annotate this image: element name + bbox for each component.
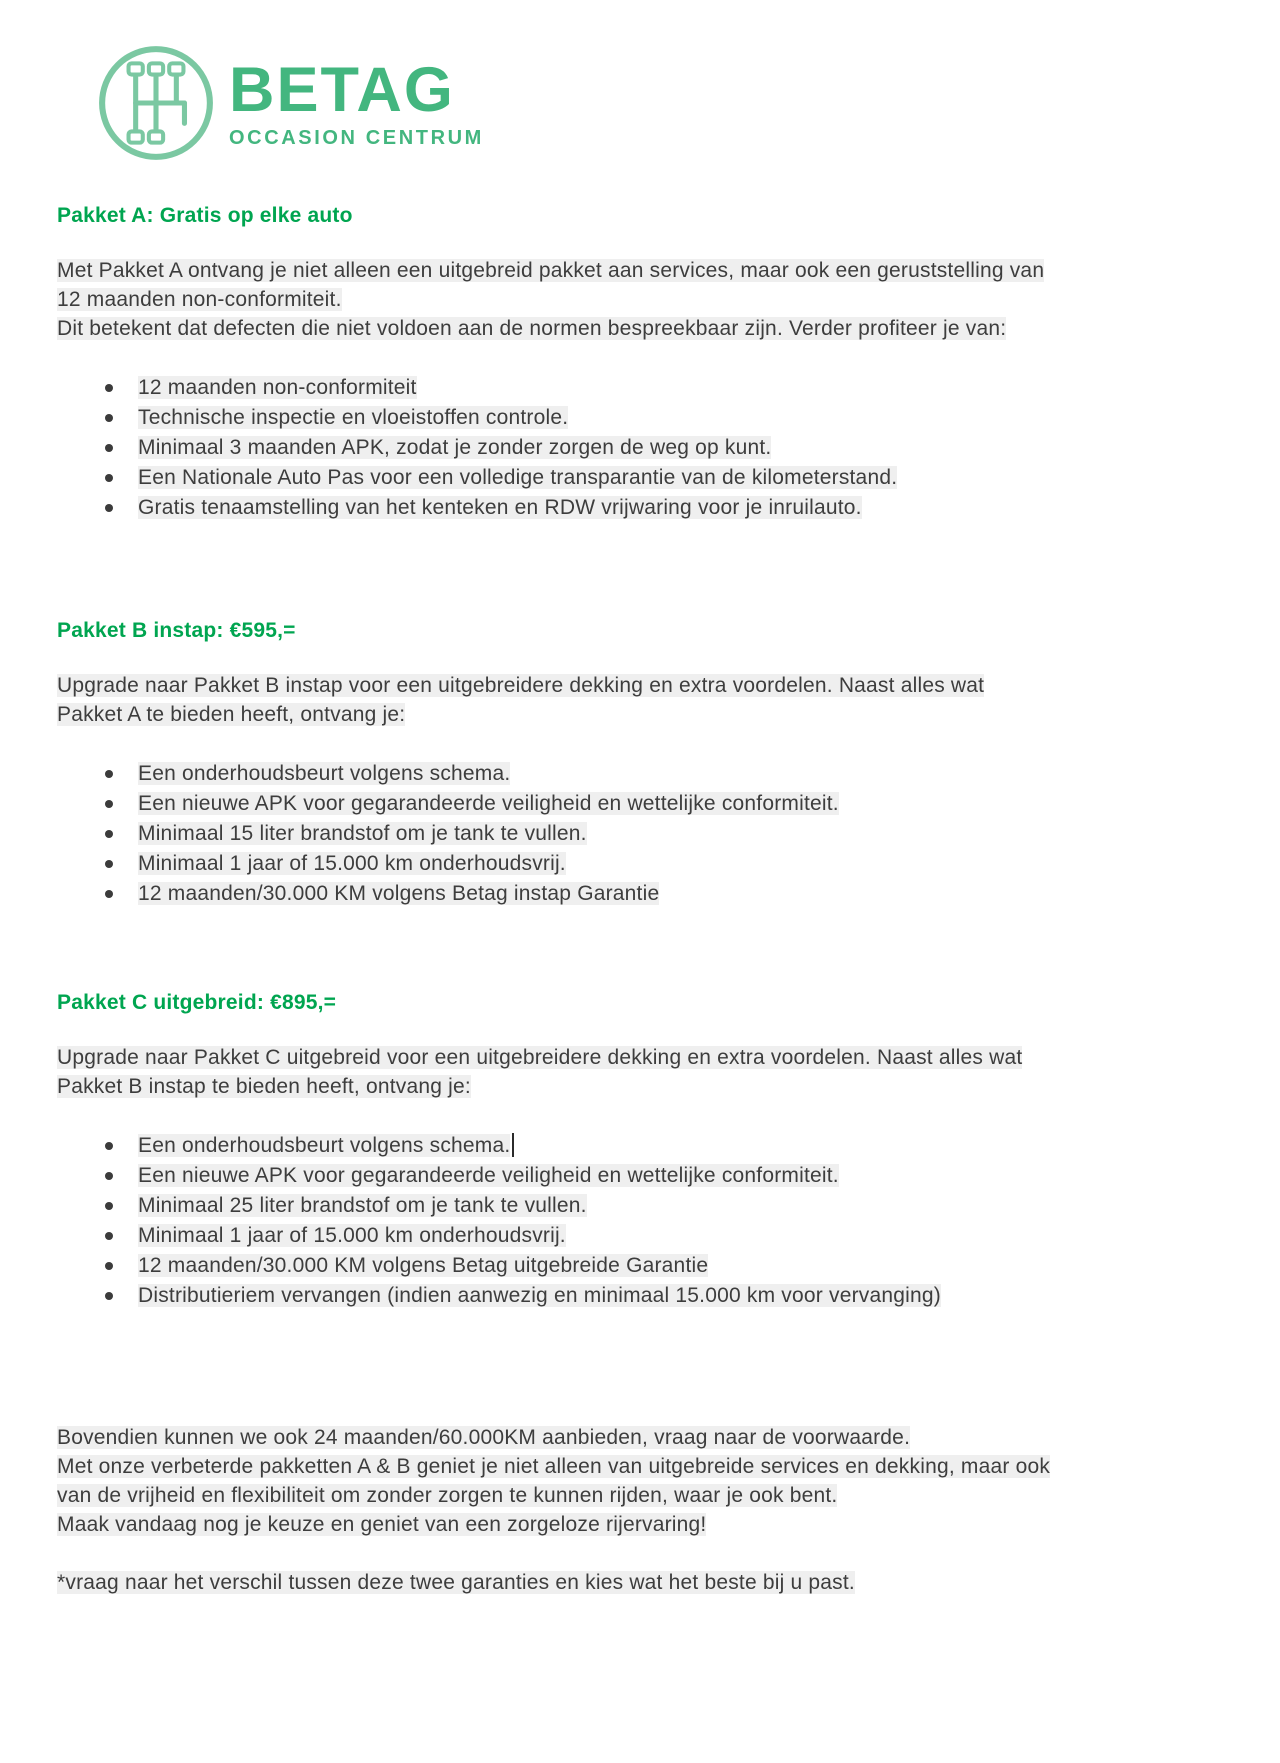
bullet-text: Een onderhoudsbeurt volgens schema. — [138, 762, 511, 785]
bullet-item — [103, 1191, 1063, 1221]
closing-text: Maak vandaag nog je keuze en geniet van een zorgeloze rijervaring! — [57, 1513, 707, 1536]
section-paragraph — [57, 671, 1052, 729]
paragraph-text: Dit betekent dat defecten die niet voldoen aan de normen bespreekbaar zijn. Verder profiteer je van: — [57, 317, 1007, 340]
bullet-item — [103, 759, 1063, 789]
footnote-text: *vraag naar het verschil tussen deze twee garanties en kies wat het beste bij u past. — [57, 1571, 855, 1594]
bullet-item — [103, 403, 1063, 433]
section-pakket-a — [57, 204, 1090, 523]
gear-shift-icon — [95, 42, 217, 164]
bullet-item — [103, 819, 1063, 849]
bullet-item — [103, 433, 1063, 463]
bullet-text: Gratis tenaamstelling van het kenteken en RDW vrijwaring voor je inruilauto. — [138, 496, 862, 519]
section-heading: Pakket C uitgebreid: €895,= — [57, 991, 337, 1014]
bullet-item — [103, 1281, 1063, 1311]
bullet-text: Een Nationale Auto Pas voor een volledige transparantie van de kilometerstand. — [138, 466, 898, 489]
bullet-item — [103, 493, 1063, 523]
bullet-item — [103, 879, 1063, 909]
brand-subtitle: OCCASION CENTRUM — [229, 126, 484, 149]
bullet-text: Een nieuwe APK voor gegarandeerde veiligheid en wettelijke conformiteit. — [138, 1164, 839, 1187]
bullet-text: 12 maanden/30.000 KM volgens Betag instap Garantie — [138, 882, 660, 905]
bullet-text: Minimaal 25 liter brandstof om je tank te vullen. — [138, 1194, 587, 1217]
bullet-text: 12 maanden/30.000 KM volgens Betag uitgebreide Garantie — [138, 1254, 709, 1277]
logo-text — [229, 54, 484, 149]
bullet-item — [103, 849, 1063, 879]
bullet-text: Distributieriem vervangen (indien aanwezig en minimaal 15.000 km voor vervanging) — [138, 1284, 941, 1307]
bullet-text: Een onderhoudsbeurt volgens schema. — [138, 1134, 511, 1157]
paragraph-text: Upgrade naar Pakket B instap voor een uitgebreidere dekking en extra voordelen. Naast alles wat Pakket A te bieden heeft, ontvang je: — [57, 674, 985, 726]
bullet-item — [103, 1251, 1063, 1281]
paragraph-text: Upgrade naar Pakket C uitgebreid voor een uitgebreidere dekking en extra voordelen. Naast alles wat Pakket B instap te bieden heeft, ontvang je: — [57, 1046, 1023, 1098]
bullet-text: 12 maanden non-conformiteit — [138, 376, 417, 399]
closing-text: Bovendien kunnen we ook 24 maanden/60.000KM aanbieden, vraag naar de voorwaarde. — [57, 1426, 911, 1449]
bullet-text: Minimaal 1 jaar of 15.000 km onderhoudsvrij. — [138, 852, 566, 875]
section-paragraph — [57, 256, 1052, 343]
section-pakket-b — [57, 619, 1090, 909]
section-heading: Pakket B instap: €595,= — [57, 619, 296, 642]
text-cursor — [512, 1133, 514, 1157]
closing-text: Met onze verbeterde pakketten A & B geniet je niet alleen van uitgebreide services en dekking, maar ook van de vrijheid en flexibiliteit om zonder zorgen te kunnen rijden, waar je ook bent. — [57, 1455, 1051, 1507]
bullet-item — [103, 1221, 1063, 1251]
bullet-list — [57, 759, 1063, 909]
bullet-text: Een nieuwe APK voor gegarandeerde veiligheid en wettelijke conformiteit. — [138, 792, 839, 815]
section-heading: Pakket A: Gratis op elke auto — [57, 204, 353, 227]
bullet-text: Technische inspectie en vloeistoffen controle. — [138, 406, 569, 429]
bullet-item — [103, 1161, 1063, 1191]
section-paragraph — [57, 1043, 1052, 1101]
betag-logo — [95, 42, 1090, 164]
section-pakket-c — [57, 991, 1090, 1311]
brand-name: BETAG — [229, 54, 455, 125]
bullet-item — [103, 1131, 1063, 1161]
bullet-item — [103, 463, 1063, 493]
bullet-item — [103, 373, 1063, 403]
bullet-item — [103, 789, 1063, 819]
bullet-list — [57, 373, 1063, 523]
bullet-text: Minimaal 15 liter brandstof om je tank te vullen. — [138, 822, 587, 845]
paragraph-text: Met Pakket A ontvang je niet alleen een uitgebreid pakket aan services, maar ook een geruststelling van 12 maanden non-conformiteit. — [57, 259, 1045, 311]
bullet-text: Minimaal 1 jaar of 15.000 km onderhoudsvrij. — [138, 1224, 566, 1247]
closing-block — [57, 1423, 1062, 1597]
bullet-list — [57, 1131, 1063, 1311]
bullet-text: Minimaal 3 maanden APK, zodat je zonder zorgen de weg op kunt. — [138, 436, 772, 459]
